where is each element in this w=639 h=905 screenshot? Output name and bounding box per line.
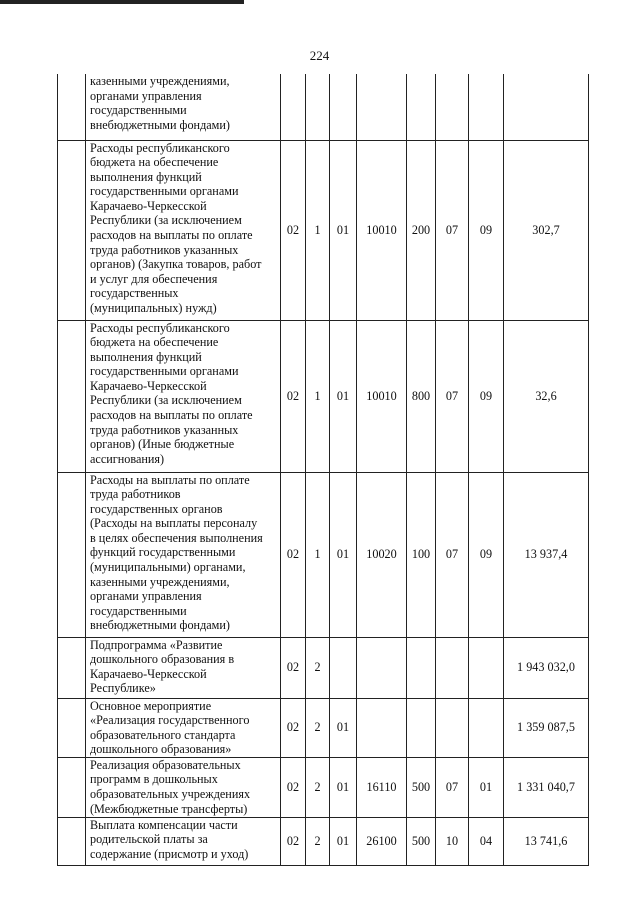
code-expense-type [407,637,436,698]
table-row [58,140,589,320]
row-name: Выплата компенсации части родительской платы за содержание (присмотр и уход) [86,817,281,865]
top-rule [0,0,244,4]
code-subprogram: 1 [306,140,330,320]
code-activity [330,74,357,140]
row-name: Расходы на выплаты по оплате труда работников государственных органов (Расходы на выплаты персоналу в целях обеспечения выполнения функций государственными (муниципальными) органами, казенными учреждениями, органами управления государственными внебюджетными фондами) [86,472,281,637]
row-name: Подпрограмма «Развитие дошкольного образования в Карачаево-Черкесской Республике» [86,637,281,698]
code-section: 07 [436,140,469,320]
table-row [58,637,589,698]
code-subsection: 09 [469,472,504,637]
code-expense-type [407,74,436,140]
amount-cell: 1 359 087,5 [504,698,589,757]
table-row [58,817,589,865]
code-direction: 10010 [357,140,407,320]
code-program: 02 [281,817,306,865]
code-expense-type [407,698,436,757]
code-subsection: 01 [469,757,504,817]
code-program: 02 [281,757,306,817]
row-name: казенными учреждениями, органами управления государственными внебюджетными фондами) [86,74,281,140]
code-subprogram [306,74,330,140]
table-row [58,74,589,140]
code-subsection: 09 [469,320,504,472]
amount-cell: 13 937,4 [504,472,589,637]
amount-cell: 32,6 [504,320,589,472]
amount-cell: 1 331 040,7 [504,757,589,817]
code-activity: 01 [330,757,357,817]
page-number: 224 [309,48,330,63]
code-direction [357,698,407,757]
code-program: 02 [281,320,306,472]
code-subsection [469,637,504,698]
code-expense-type: 500 [407,757,436,817]
code-section [436,74,469,140]
index-cell [58,320,86,472]
code-direction: 16110 [357,757,407,817]
code-subprogram: 2 [306,637,330,698]
code-expense-type: 100 [407,472,436,637]
code-direction [357,637,407,698]
code-section [436,698,469,757]
index-cell [58,637,86,698]
code-program: 02 [281,472,306,637]
table-row [58,757,589,817]
row-name: Реализация образовательных программ в дошкольных образовательных учреждениях (Межбюджетные трансферты) [86,757,281,817]
code-expense-type: 200 [407,140,436,320]
budget-table [57,74,589,866]
code-subsection: 09 [469,140,504,320]
code-direction: 10020 [357,472,407,637]
code-section: 07 [436,472,469,637]
code-subprogram: 1 [306,472,330,637]
index-cell [58,140,86,320]
code-subsection: 04 [469,817,504,865]
index-cell [58,698,86,757]
code-subsection [469,74,504,140]
code-program: 02 [281,698,306,757]
code-direction [357,74,407,140]
index-cell [58,472,86,637]
code-program: 02 [281,140,306,320]
code-section: 10 [436,817,469,865]
amount-cell: 302,7 [504,140,589,320]
code-subprogram: 2 [306,698,330,757]
code-expense-type: 800 [407,320,436,472]
code-program: 02 [281,637,306,698]
code-subprogram: 2 [306,817,330,865]
amount-cell: 1 943 032,0 [504,637,589,698]
code-activity: 01 [330,472,357,637]
row-name: Расходы республиканского бюджета на обеспечение выполнения функций государственными органами Карачаево-Черкесской Республики (за исключением расходов на выплаты по оплате труда работников указанных органов) (Иные бюджетные ассигнования) [86,320,281,472]
row-name: Расходы республиканского бюджета на обеспечение выполнения функций государственными органами Карачаево-Черкесской Республики (за исключением расходов на выплаты по оплате труда работников указанных органов) (Закупка товаров, работ и услуг для обеспечения государственных (муниципальных) нужд) [86,140,281,320]
code-direction: 26100 [357,817,407,865]
index-cell [58,757,86,817]
code-activity: 01 [330,320,357,472]
amount-cell [504,74,589,140]
code-subprogram: 2 [306,757,330,817]
code-activity: 01 [330,140,357,320]
code-activity: 01 [330,817,357,865]
code-expense-type: 500 [407,817,436,865]
table-row [58,472,589,637]
code-section: 07 [436,757,469,817]
code-activity [330,637,357,698]
table-row [58,320,589,472]
code-activity: 01 [330,698,357,757]
code-program [281,74,306,140]
row-name: Основное мероприятие «Реализация государственного образовательного стандарта дошкольного образования» [86,698,281,757]
code-direction: 10010 [357,320,407,472]
index-cell [58,817,86,865]
code-section: 07 [436,320,469,472]
code-subprogram: 1 [306,320,330,472]
code-section [436,637,469,698]
code-subsection [469,698,504,757]
index-cell [58,74,86,140]
table-row [58,698,589,757]
amount-cell: 13 741,6 [504,817,589,865]
